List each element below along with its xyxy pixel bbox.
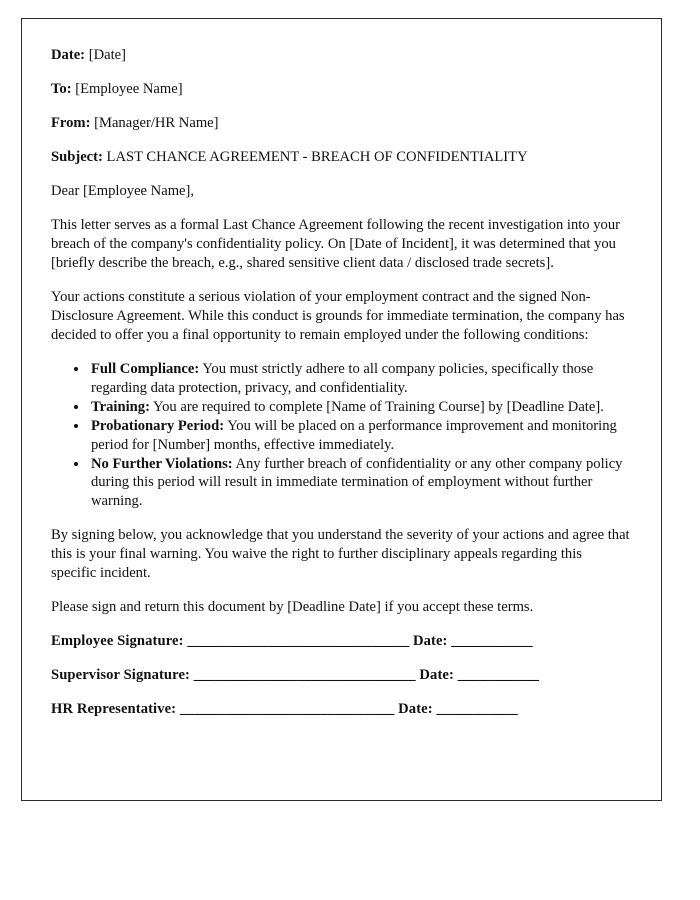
condition-text: You are required to complete [Name of Training Course] by [Deadline Date].	[153, 398, 604, 415]
conditions-list	[51, 360, 630, 512]
supervisor-date-line: ___________	[457, 667, 540, 684]
to-label: To:	[51, 80, 72, 97]
paragraph-return-request: Please sign and return this document by [Deadline Date] if you accept these terms.	[51, 599, 534, 616]
condition-full-compliance	[89, 360, 630, 398]
date-label: Date:	[51, 47, 86, 63]
hr-date-line: ___________	[436, 701, 518, 718]
condition-no-further-violations	[89, 455, 630, 512]
hr-date-label: Date:	[398, 701, 433, 718]
paragraph-acknowledgement: By signing below, you acknowledge that you understand the severity of your actions and agree that this is your final warning. You waive the right to further disciplinary appeals regarding this specific incident.	[51, 527, 630, 582]
employee-signature-label: Employee Signature:	[51, 633, 184, 650]
subject-line	[51, 148, 630, 167]
condition-term: Probationary Period:	[91, 417, 225, 434]
last-chance-agreement-letter	[21, 18, 662, 801]
condition-term: Full Compliance:	[91, 360, 200, 377]
condition-probationary-period	[89, 417, 630, 455]
to-value: [Employee Name]	[75, 80, 183, 97]
subject-label: Subject:	[51, 148, 103, 165]
from-line	[51, 114, 630, 133]
to-line	[51, 80, 630, 99]
paragraph-intro: This letter serves as a formal Last Chance Agreement following the recent investigation into your breach of the company's confidentiality policy. On [Date of Incident], it was determined that you [briefly describe the breach, e.g., shared sensitive client data / disclosed trade secrets].	[51, 216, 620, 271]
supervisor-signature-line: ______________________________	[193, 667, 416, 684]
supervisor-signature-label: Supervisor Signature:	[51, 667, 191, 684]
hr-representative-label: HR Representative:	[51, 701, 177, 718]
condition-term: Training:	[91, 398, 150, 415]
paragraph-violation: Your actions constitute a serious violation of your employment contract and the signed Non-Disclosure Agreement. While this conduct is grounds for immediate termination, the company has decided to offer you a final opportunity to remain employed under the following conditions:	[51, 288, 625, 343]
date-line	[51, 46, 630, 65]
employee-date-line: ___________	[451, 633, 533, 650]
supervisor-date-label: Date:	[419, 667, 454, 684]
employee-date-label: Date:	[412, 633, 448, 650]
employee-signature-row	[51, 632, 630, 651]
from-value: [Manager/HR Name]	[94, 114, 219, 131]
supervisor-signature-row	[51, 666, 630, 685]
hr-representative-signature-row	[51, 700, 630, 719]
condition-term: No Further Violations:	[91, 455, 233, 472]
salutation: Dear [Employee Name],	[51, 182, 195, 199]
condition-text: Any further breach of confidentiality or any other company policy during this period will result in immediate termination of employment without further warning.	[91, 455, 623, 510]
employee-signature-line: ______________________________	[187, 633, 410, 650]
from-label: From:	[51, 114, 91, 131]
condition-text: You will be placed on a performance improvement and monitoring period for [Number] months, effective immediately.	[91, 417, 617, 453]
condition-text: You must strictly adhere to all company policies, specifically those regarding data protection, privacy, and confidentiality.	[91, 360, 594, 396]
subject-value: LAST CHANCE AGREEMENT - BREACH OF CONFIDENTIALITY	[106, 148, 528, 165]
date-value: [Date]	[88, 47, 126, 63]
condition-training	[89, 398, 630, 417]
hr-representative-signature-line: _____________________________	[179, 701, 395, 718]
